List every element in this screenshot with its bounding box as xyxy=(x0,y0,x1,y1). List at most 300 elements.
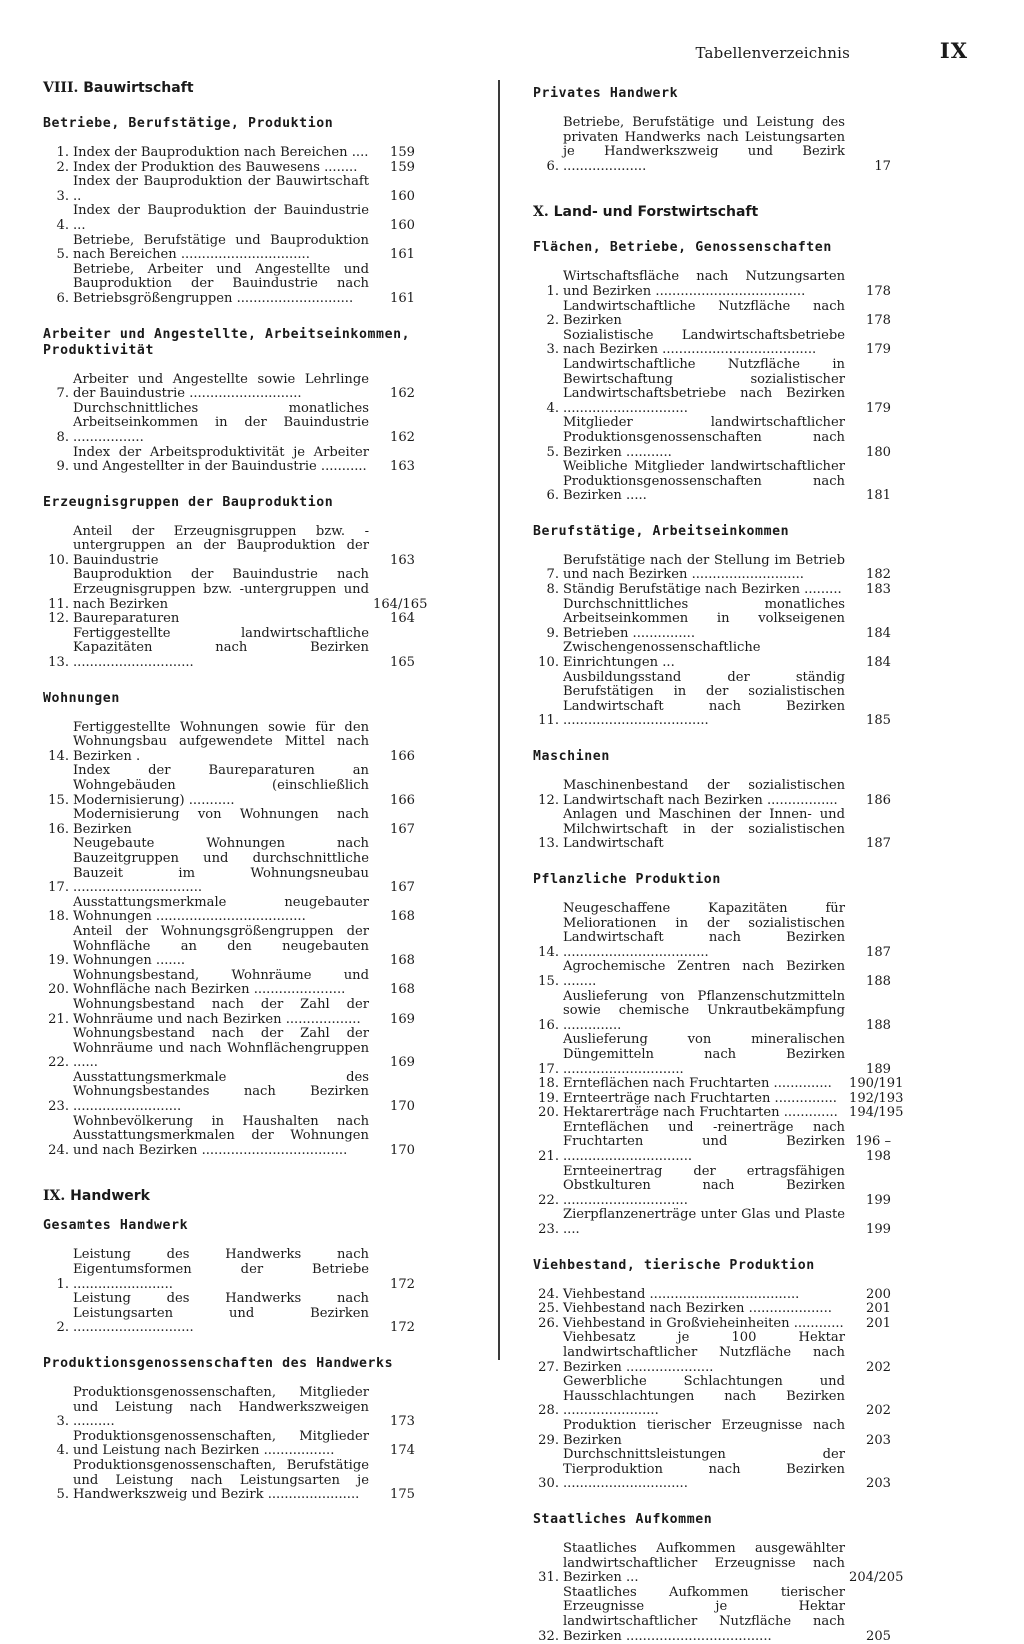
entry-page: 175 xyxy=(369,1488,415,1503)
entry-number: 11. xyxy=(43,598,73,613)
entry-number: 23. xyxy=(533,1223,563,1238)
entry-list xyxy=(533,1288,891,1492)
entry-title: Wirtschaftsfläche nach Nutzungsarten und Bezirken .................................... xyxy=(563,270,845,299)
entry-list xyxy=(43,525,415,671)
entry-page: 163 xyxy=(369,554,415,569)
entry-list xyxy=(43,1248,415,1336)
entry-number: 14. xyxy=(43,750,73,765)
entry-title: Maschinenbestand der sozialistischen Landwirtschaft nach Bezirken ................. xyxy=(563,779,845,808)
toc-entry[interactable] xyxy=(533,1586,891,1644)
entry-title: Index der Baureparaturen an Wohngebäuden (einschließlich Modernisierung) ........... xyxy=(73,764,369,808)
entry-number: 1. xyxy=(43,1278,73,1293)
toc-entry[interactable] xyxy=(533,671,891,729)
section-heading: Produktionsgenossenschaften des Handwerks xyxy=(43,1356,415,1372)
entry-page: 169 xyxy=(369,1056,415,1071)
chapter-title: Land- und Forstwirtschaft xyxy=(554,204,759,220)
toc-entry[interactable] xyxy=(533,460,891,504)
entry-title: Ernteflächen nach Fruchtarten .............. xyxy=(563,1077,845,1092)
toc-section xyxy=(43,1336,415,1503)
entry-page: 162 xyxy=(369,387,415,402)
entry-page: 192/193 xyxy=(845,1092,891,1107)
left-sections xyxy=(43,96,415,1158)
entry-title: Hektarerträge nach Fruchtarten ............. xyxy=(563,1106,845,1121)
toc-entry[interactable] xyxy=(43,1459,415,1503)
toc-entry[interactable] xyxy=(43,925,415,969)
toc-entry[interactable] xyxy=(533,1375,891,1419)
entry-number: 27. xyxy=(533,1361,563,1376)
section-heading: Flächen, Betriebe, Genossenschaften xyxy=(533,240,891,256)
section-heading: Gesamtes Handwerk xyxy=(43,1218,415,1234)
toc-entry[interactable] xyxy=(43,969,415,998)
toc-section xyxy=(43,1204,415,1336)
entry-page: 174 xyxy=(369,1444,415,1459)
section-heading: Pflanzliche Produktion xyxy=(533,872,891,888)
entry-number: 19. xyxy=(533,1092,563,1107)
entry-title: Ernteeinertrag der ertragsfähigen Obstkulturen nach Bezirken .............................. xyxy=(563,1165,845,1209)
entry-page: 182 xyxy=(845,568,891,583)
toc-entry[interactable] xyxy=(533,902,891,960)
entry-number: 28. xyxy=(533,1404,563,1419)
entry-title: Ernteflächen und -reinerträge nach Fruchtarten und Bezirken ............................... xyxy=(563,1121,845,1165)
toc-entry[interactable] xyxy=(43,1115,415,1159)
entry-title: Neugeschaffene Kapazitäten für Meliorationen in der sozialistischen Landwirtschaft nach Bezirken ................................... xyxy=(563,902,845,960)
entry-number: 6. xyxy=(533,160,563,175)
entry-number: 20. xyxy=(43,983,73,998)
toc-entry[interactable] xyxy=(43,373,415,402)
entry-number: 17. xyxy=(43,881,73,896)
entry-number: 11. xyxy=(533,714,563,729)
entry-page: 203 xyxy=(845,1434,891,1449)
entry-number: 22. xyxy=(533,1194,563,1209)
page-number: IX xyxy=(940,38,968,63)
toc-entry[interactable] xyxy=(533,554,891,583)
entry-page: 163 xyxy=(369,460,415,475)
entry-page: 196 – 198 xyxy=(845,1135,891,1164)
toc-entry[interactable] xyxy=(43,627,415,671)
entry-number: 9. xyxy=(533,627,563,642)
entry-title: Ständig Berufstätige nach Bezirken ......... xyxy=(563,583,845,598)
entry-title: Gewerbliche Schlachtungen und Hausschlachtungen nach Bezirken ....................... xyxy=(563,1375,845,1419)
entry-number: 22. xyxy=(43,1056,73,1071)
entry-page: 172 xyxy=(369,1278,415,1293)
entry-title: Anlagen und Maschinen der Innen- und Milchwirtschaft in der sozialistischen Landwirtschaft xyxy=(563,808,845,852)
entry-title: Ausbildungsstand der ständig Berufstätigen in der sozialistischen Landwirtschaft nach Bezirken ................................... xyxy=(563,671,845,729)
entry-page: 185 xyxy=(845,714,891,729)
section-heading: Betriebe, Berufstätige, Produktion xyxy=(43,116,415,132)
entry-title: Wohnungsbestand, Wohnräume und Wohnfläche nach Bezirken ...................... xyxy=(73,969,369,998)
toc-entry[interactable] xyxy=(533,1302,891,1317)
entry-title: Index der Bauproduktion nach Bereichen .... xyxy=(73,146,369,161)
section-heading: Arbeiter und Angestellte, Arbeitseinkommen, Produktivität xyxy=(43,327,415,359)
toc-entry[interactable] xyxy=(533,598,891,642)
toc-entry[interactable] xyxy=(533,583,891,598)
entry-list xyxy=(533,270,891,504)
entry-title: Landwirtschaftliche Nutzfläche in Bewirtschaftung sozialistischer Landwirtschaftsbetriebe nach Bezirken .............................. xyxy=(563,358,845,416)
entry-page: 172 xyxy=(369,1321,415,1336)
toc-entry[interactable] xyxy=(43,161,415,176)
toc-section xyxy=(43,307,415,475)
entry-page: 203 xyxy=(845,1477,891,1492)
entry-page: 187 xyxy=(845,837,891,852)
section-heading: Erzeugnisgruppen der Bauproduktion xyxy=(43,495,415,511)
entry-list xyxy=(43,373,415,475)
toc-entry[interactable] xyxy=(43,402,415,446)
toc-section xyxy=(533,852,891,1238)
entry-list xyxy=(533,1542,891,1644)
entry-number: 4. xyxy=(43,1444,73,1459)
entry-title: Agrochemische Zentren nach Bezirken ........ xyxy=(563,960,845,989)
entry-title: Durchschnittliches monatliches Arbeitseinkommen in volkseigenen Betrieben ............... xyxy=(563,598,845,642)
toc-entry[interactable] xyxy=(533,329,891,358)
entry-number: 3. xyxy=(533,343,563,358)
entry-number: 3. xyxy=(43,190,73,205)
entry-number: 29. xyxy=(533,1434,563,1449)
entry-page: 194/195 xyxy=(845,1106,891,1121)
toc-entry[interactable] xyxy=(43,263,415,307)
entry-number: 25. xyxy=(533,1302,563,1317)
toc-entry[interactable] xyxy=(43,1027,415,1071)
entry-number: 24. xyxy=(533,1288,563,1303)
toc-entry[interactable] xyxy=(43,896,415,925)
page-header xyxy=(560,42,968,68)
entry-page: 17 xyxy=(845,160,891,175)
toc-entry[interactable] xyxy=(43,764,415,808)
toc-entry[interactable] xyxy=(43,1386,415,1430)
toc-entry[interactable] xyxy=(43,721,415,765)
left-column xyxy=(43,80,415,1503)
toc-entry[interactable] xyxy=(533,1121,891,1165)
section-heading: Maschinen xyxy=(533,749,891,765)
entry-page: 165 xyxy=(369,656,415,671)
entry-page: 179 xyxy=(845,343,891,358)
entry-number: 18. xyxy=(533,1077,563,1092)
entry-number: 2. xyxy=(43,161,73,176)
running-title: Tabellenverzeichnis xyxy=(695,44,850,62)
entry-title: Durchschnittsleistungen der Tierproduktion nach Bezirken .............................. xyxy=(563,1448,845,1492)
chapter-title: Bauwirtschaft xyxy=(83,80,193,96)
entry-page: 187 xyxy=(845,946,891,961)
entry-number: 15. xyxy=(533,975,563,990)
entry-title: Baureparaturen xyxy=(73,612,369,627)
entry-number: 8. xyxy=(43,431,73,446)
entry-page: 161 xyxy=(369,292,415,307)
entry-title: Modernisierung von Wohnungen nach Bezirken xyxy=(73,808,369,837)
entry-number: 5. xyxy=(43,248,73,263)
entry-title: Ernteerträge nach Fruchtarten ............... xyxy=(563,1092,845,1107)
chapter-roman: VIII. xyxy=(43,80,78,96)
entry-number: 3. xyxy=(43,1415,73,1430)
entry-page: 201 xyxy=(845,1302,891,1317)
toc-entry[interactable] xyxy=(533,1331,891,1375)
entry-number: 7. xyxy=(533,568,563,583)
entry-title: Zwischengenossenschaftliche Einrichtungen ... xyxy=(563,641,845,670)
entry-list xyxy=(43,1386,415,1503)
entry-number: 13. xyxy=(43,656,73,671)
entry-page: 167 xyxy=(369,823,415,838)
chapter-roman: X. xyxy=(533,204,549,220)
entry-number: 1. xyxy=(533,285,563,300)
entry-page: 178 xyxy=(845,285,891,300)
section-heading: Staatliches Aufkommen xyxy=(533,1512,891,1528)
entry-page: 181 xyxy=(845,489,891,504)
entry-list xyxy=(533,779,891,852)
entry-title: Wohnbevölkerung in Haushalten nach Ausstattungsmerkmalen der Wohnungen und nach Bezirken ................................... xyxy=(73,1115,369,1159)
entry-number: 2. xyxy=(533,314,563,329)
toc-entry[interactable] xyxy=(533,641,891,670)
toc-entry[interactable] xyxy=(43,175,415,204)
entry-title: Landwirtschaftliche Nutzfläche nach Bezirken xyxy=(563,300,845,329)
entry-number: 21. xyxy=(533,1150,563,1165)
entry-page: 189 xyxy=(845,1063,891,1078)
entry-title: Fertiggestellte landwirtschaftliche Kapazitäten nach Bezirken ............................. xyxy=(73,627,369,671)
entry-number: 12. xyxy=(43,612,73,627)
entry-list xyxy=(43,721,415,1159)
entry-page: 186 xyxy=(845,794,891,809)
toc-section xyxy=(43,671,415,1159)
toc-entry[interactable] xyxy=(43,446,415,475)
entry-number: 2. xyxy=(43,1321,73,1336)
toc-entry[interactable] xyxy=(533,300,891,329)
toc-entry[interactable] xyxy=(533,416,891,460)
entry-title: Berufstätige nach der Stellung im Betrieb und nach Bezirken ........................... xyxy=(563,554,845,583)
section-heading: Berufstätige, Arbeitseinkommen xyxy=(533,524,891,540)
toc-entry[interactable] xyxy=(43,525,415,569)
entry-number: 32. xyxy=(533,1630,563,1644)
entry-page: 204/205 xyxy=(845,1571,891,1586)
toc-entry[interactable] xyxy=(533,116,891,174)
entry-number: 5. xyxy=(43,1488,73,1503)
entry-number: 23. xyxy=(43,1100,73,1115)
entry-number: 31. xyxy=(533,1571,563,1586)
entry-page: 205 xyxy=(845,1630,891,1644)
entry-number: 5. xyxy=(533,446,563,461)
entry-list xyxy=(533,902,891,1238)
entry-number: 30. xyxy=(533,1477,563,1492)
toc-entry[interactable] xyxy=(43,146,415,161)
toc-entry[interactable] xyxy=(533,960,891,989)
entry-title: Viehbestand in Großvieheinheiten ............ xyxy=(563,1317,845,1332)
entry-page: 159 xyxy=(369,146,415,161)
entry-page: 166 xyxy=(369,794,415,809)
entry-page: 167 xyxy=(369,881,415,896)
entry-page: 160 xyxy=(369,190,415,205)
entry-title: Neugebaute Wohnungen nach Bauzeitgruppen und durchschnittliche Bauzeit im Wohnungsneubau ............................... xyxy=(73,837,369,895)
entry-page: 169 xyxy=(369,1013,415,1028)
entry-title: Durchschnittliches monatliches Arbeitseinkommen in der Bauindustrie ................. xyxy=(73,402,369,446)
entry-number: 1. xyxy=(43,146,73,161)
entry-number: 17. xyxy=(533,1063,563,1078)
entry-title: Sozialistische Landwirtschaftsbetriebe nach Bezirken ..................................... xyxy=(563,329,845,358)
entry-title: Index der Bauproduktion der Bauwirtschaft .. xyxy=(73,175,369,204)
entry-page: 202 xyxy=(845,1361,891,1376)
entry-number: 21. xyxy=(43,1013,73,1028)
entry-title: Anteil der Wohnungsgrößengruppen der Wohnfläche an den neugebauten Wohnungen ....... xyxy=(73,925,369,969)
entry-title: Arbeiter und Angestellte sowie Lehrlinge der Bauindustrie ........................... xyxy=(73,373,369,402)
entry-page: 164/165 xyxy=(369,598,415,613)
entry-number: 10. xyxy=(533,656,563,671)
entry-list xyxy=(43,146,415,307)
entry-page: 183 xyxy=(845,583,891,598)
entry-title: Betriebe, Berufstätige und Bauproduktion nach Bereichen ............................... xyxy=(73,234,369,263)
entry-number: 15. xyxy=(43,794,73,809)
chapter-heading-viii xyxy=(43,80,415,96)
entry-page: 161 xyxy=(369,248,415,263)
entry-title: Zierpflanzenerträge unter Glas und Plaste .... xyxy=(563,1208,845,1237)
toc-entry[interactable] xyxy=(533,270,891,299)
entry-title: Betriebe, Berufstätige und Leistung des privaten Handwerks nach Leistungsarten je Handwerkszweig und Bezirk .................... xyxy=(563,116,845,174)
entry-page: 168 xyxy=(369,910,415,925)
right-column xyxy=(533,80,891,1644)
entry-title: Leistung des Handwerks nach Eigentumsformen der Betriebe ........................ xyxy=(73,1248,369,1292)
toc-section xyxy=(533,220,891,504)
toc-entry[interactable] xyxy=(533,1165,891,1209)
toc-section xyxy=(533,1238,891,1492)
entry-number: 7. xyxy=(43,387,73,402)
toc-section xyxy=(533,504,891,729)
entry-page: 164 xyxy=(369,612,415,627)
section-heading: Privates Handwerk xyxy=(533,86,891,102)
entry-number: 12. xyxy=(533,794,563,809)
toc-entry[interactable] xyxy=(533,779,891,808)
entry-number: 19. xyxy=(43,954,73,969)
entry-title: Index der Arbeitsproduktivität je Arbeiter und Angestellter in der Bauindustrie ........... xyxy=(73,446,369,475)
toc-entry[interactable] xyxy=(533,1288,891,1303)
entry-number: 16. xyxy=(43,823,73,838)
entry-title: Bauproduktion der Bauindustrie nach Erzeugnisgruppen bzw. -untergruppen und nach Bezirken xyxy=(73,568,369,612)
entry-number: 18. xyxy=(43,910,73,925)
toc-section xyxy=(533,80,891,174)
toc-entry[interactable] xyxy=(43,808,415,837)
toc-entry[interactable] xyxy=(43,568,415,612)
toc-entry[interactable] xyxy=(43,612,415,627)
entry-page: 184 xyxy=(845,627,891,642)
entry-title: Staatliches Aufkommen ausgewählter landwirtschaftlicher Erzeugnisse nach Bezirken ... xyxy=(563,1542,845,1586)
toc-entry[interactable] xyxy=(533,1208,891,1237)
entry-page: 202 xyxy=(845,1404,891,1419)
entry-number: 9. xyxy=(43,460,73,475)
toc-entry[interactable] xyxy=(43,1071,415,1115)
entry-number: 10. xyxy=(43,554,73,569)
entry-page: 199 xyxy=(845,1223,891,1238)
entry-page: 170 xyxy=(369,1144,415,1159)
entry-number: 24. xyxy=(43,1144,73,1159)
entry-title: Fertiggestellte Wohnungen sowie für den Wohnungsbau aufgewendete Mittel nach Bezirken . xyxy=(73,721,369,765)
entry-title: Produktionsgenossenschaften, Berufstätige und Leistung nach Leistungsarten je Handwerkszweig und Bezirk ...................... xyxy=(73,1459,369,1503)
section-heading: Viehbestand, tierische Produktion xyxy=(533,1258,891,1274)
entry-title: Staatliches Aufkommen tierischer Erzeugnisse je Hektar landwirtschaftlicher Nutzfläche nach Bezirken ................................... xyxy=(563,1586,845,1644)
entry-title: Index der Produktion des Bauwesens ........ xyxy=(73,161,369,176)
chapter-roman: IX. xyxy=(43,1188,65,1204)
entry-title: Viehbestand nach Bezirken .................... xyxy=(563,1302,845,1317)
entry-number: 6. xyxy=(43,292,73,307)
toc-entry[interactable] xyxy=(533,1448,891,1492)
entry-number: 14. xyxy=(533,946,563,961)
toc-entry[interactable] xyxy=(43,234,415,263)
toc-entry[interactable] xyxy=(533,358,891,416)
toc-entry[interactable] xyxy=(533,1033,891,1077)
entry-number: 8. xyxy=(533,583,563,598)
toc-section xyxy=(43,475,415,671)
entry-title: Ausstattungsmerkmale neugebauter Wohnungen .................................... xyxy=(73,896,369,925)
entry-number: 4. xyxy=(43,219,73,234)
toc-entry[interactable] xyxy=(533,1106,891,1121)
entry-number: 20. xyxy=(533,1106,563,1121)
toc-entry[interactable] xyxy=(533,990,891,1034)
entry-title: Produktionsgenossenschaften, Mitglieder und Leistung nach Bezirken ................. xyxy=(73,1430,369,1459)
entry-page: 180 xyxy=(845,446,891,461)
entry-page: 159 xyxy=(369,161,415,176)
entry-title: Produktionsgenossenschaften, Mitglieder und Leistung nach Handwerkszweigen .......... xyxy=(73,1386,369,1430)
entry-page: 188 xyxy=(845,1019,891,1034)
entry-number: 4. xyxy=(533,402,563,417)
entry-title: Anteil der Erzeugnisgruppen bzw. -untergruppen an der Bauproduktion der Bauindustrie xyxy=(73,525,369,569)
toc-section xyxy=(533,729,891,852)
entry-number: 13. xyxy=(533,837,563,852)
chapter-heading-x xyxy=(533,204,891,220)
entry-title: Wohnungsbestand nach der Zahl der Wohnräume und nach Bezirken .................. xyxy=(73,998,369,1027)
entry-page: 188 xyxy=(845,975,891,990)
toc-entry[interactable] xyxy=(533,1317,891,1332)
entry-page: 166 xyxy=(369,750,415,765)
chapter-title: Handwerk xyxy=(70,1188,150,1204)
toc-entry[interactable] xyxy=(43,1292,415,1336)
entry-title: Auslieferung von Pflanzenschutzmitteln sowie chemische Unkrautbekämpfung .............. xyxy=(563,990,845,1034)
entry-title: Betriebe, Arbeiter und Angestellte und Bauproduktion der Bauindustrie nach Betriebsgrößengruppen ............................ xyxy=(73,263,369,307)
entry-title: Produktion tierischer Erzeugnisse nach Bezirken xyxy=(563,1419,845,1448)
entry-page: 200 xyxy=(845,1288,891,1303)
entry-list xyxy=(533,554,891,729)
entry-page: 162 xyxy=(369,431,415,446)
entry-title: Viehbesatz je 100 Hektar landwirtschaftlicher Nutzfläche nach Bezirken ..................... xyxy=(563,1331,845,1375)
toc-entry[interactable] xyxy=(43,1430,415,1459)
toc-entry[interactable] xyxy=(533,1542,891,1586)
entry-page: 168 xyxy=(369,983,415,998)
entry-title: Mitglieder landwirtschaftlicher Produktionsgenossenschaften nach Bezirken ........... xyxy=(563,416,845,460)
entry-title: Weibliche Mitglieder landwirtschaftlicher Produktionsgenossenschaften nach Bezirken ..... xyxy=(563,460,845,504)
toc-entry[interactable] xyxy=(43,1248,415,1292)
entry-list xyxy=(533,116,891,174)
left-sections-handwerk xyxy=(43,1204,415,1502)
entry-title: Auslieferung von mineralischen Düngemitteln nach Bezirken ............................. xyxy=(563,1033,845,1077)
toc-section xyxy=(533,1492,891,1644)
toc-entry[interactable] xyxy=(43,837,415,895)
toc-entry[interactable] xyxy=(43,204,415,233)
entry-number: 26. xyxy=(533,1317,563,1332)
entry-page: 199 xyxy=(845,1194,891,1209)
column-divider xyxy=(498,80,500,1360)
toc-entry[interactable] xyxy=(533,808,891,852)
entry-page: 168 xyxy=(369,954,415,969)
right-sections xyxy=(533,220,891,1644)
toc-entry[interactable] xyxy=(533,1092,891,1107)
entry-page: 190/191 xyxy=(845,1077,891,1092)
entry-number: 16. xyxy=(533,1019,563,1034)
toc-section xyxy=(43,96,415,307)
entry-page: 179 xyxy=(845,402,891,417)
entry-page: 160 xyxy=(369,219,415,234)
entry-title: Ausstattungsmerkmale des Wohnungsbestandes nach Bezirken .......................... xyxy=(73,1071,369,1115)
entry-title: Leistung des Handwerks nach Leistungsarten und Bezirken ............................. xyxy=(73,1292,369,1336)
entry-page: 184 xyxy=(845,656,891,671)
toc-entry[interactable] xyxy=(43,998,415,1027)
chapter-heading-ix xyxy=(43,1188,415,1204)
toc-entry[interactable] xyxy=(533,1077,891,1092)
right-top-section xyxy=(533,80,891,174)
entry-title: Viehbestand .................................... xyxy=(563,1288,845,1303)
entry-page: 170 xyxy=(369,1100,415,1115)
entry-page: 173 xyxy=(369,1415,415,1430)
entry-title: Wohnungsbestand nach der Zahl der Wohnräume und nach Wohnflächengruppen ...... xyxy=(73,1027,369,1071)
